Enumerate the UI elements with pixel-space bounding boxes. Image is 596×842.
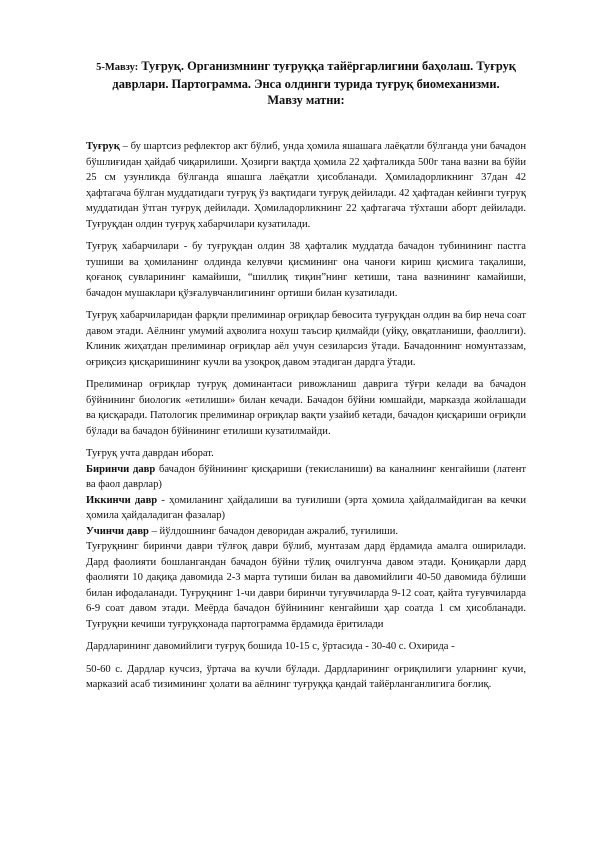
paragraph-first-period-detail: Туғруқнинг биринчи даври тўлғоқ даври бўлиб, мунтазам дард ёрдамида амалга оширилади. Дард фаолияти бошлангандан бачадон бўйни тўлиқ очилгунча давом этади. Қониқарли дард фаолияти 10 дақиқа давомида 2-3 марта тутиши билан ва давомийлиги 40-50 давомида бўлиши билан ифодаланади. Туғруқнинг 1-чи даври биринчи туғувчиларда 9-12 соат, қайта туғувчиларда 6-9 соат давом этади. Меёрда бачадон бўйнининг кенгайиши ҳар соатда 1 см ҳисобланади. Туғруқни кечиши туғруқхонада партограмма ёрдамида ёритилади	[86, 541, 526, 630]
term-third-period: Учинчи давр	[86, 525, 149, 537]
term-second-period: Иккинчи давр	[86, 494, 158, 506]
periods-intro: Туғруқ учта даврдан иборат.	[86, 448, 214, 459]
period-third-text: – йўлдошнинг бачадон деворидан ажралиб, туғилиши.	[148, 525, 399, 537]
topic-number-label: 5-Мавзу:	[96, 62, 139, 73]
paragraph-contraction-duration: Дардларининг давомийлиги туғруқ бошида 10-15 с, ўртасида - 30-40 с. Охирида -	[86, 641, 455, 652]
document-body	[86, 139, 526, 700]
period-first-text: бачадон бўйнининг қисқариши (текисланиши) ва каналнинг кенгайиши (латент ва фаол даврлар)	[86, 463, 526, 490]
period-third	[86, 524, 526, 540]
paragraph-text: – бу шартсиз рефлектор акт бўлиб, унда ҳомила яшашага лаёқатли бўлганда уни бачадон бўшлиғидан ҳайдаб чиқарилиши. Ҳозирги вақтда ҳомила 22 ҳафталикда 500г тана вазни ва бўйи 25 см узунликда бўлганда яшашга лаёқатли ҳисобланади. Ҳомиладорликнинг 37дан 42 ҳафтагача бўлган муддатидаги туғруқ ўз вақтидаги туғруқ дейилади. 42 ҳафтадан кейинги туғруқ муддатидан ўтган туғруқ дейилади. Ҳомиладорликнинг 22 ҳафтагача тўхташи аборт дейилади. Туғруқдан олдин туғруқ хабарчилари кузатилади.	[86, 141, 526, 230]
period-second	[86, 493, 526, 524]
paragraph-preliminary-pains: Туғруқ хабарчиларидан фарқли прелиминар оғриқлар бевосита туғруқдан олдин ва бир неча соат давом этади. Аёлнинг умумий аҳволига нохуш таъсир қилмайди (уйқу, овқатланиши, фаоллиги). Клиник жиҳатдан прелиминар оғриқлар аёл учун сезиларсиз ўтади. Бачадоннинг номунтаззам, оғриқсиз қисқаришининг кучли ва узоқроқ давом этадиган дардга ўтади.	[86, 310, 526, 368]
period-second-text: - ҳомиланинг ҳайдалиши ва туғилиши (эрта ҳомила ҳайдалмайдиган ва кечки ҳомила ҳайдаладиган фазалар)	[86, 494, 526, 521]
paragraph-contraction-strength: 50-60 с. Дардлар кучсиз, ўртача ва кучли бўлади. Дардларининг оғриқлилиги уларнинг кучи, марказий асаб тизимининг ҳолати ва аёлнинг туғруққа қандай тайёрланганлигига боғлиқ.	[86, 663, 526, 690]
paragraph-cervix-ripening: Прелиминар оғриқлар туғруқ доминантаси ривожланиш даврига тўғри келади ва бачадон бўйнининг биологик «етилиши» билан кечади. Бачадон бўйни юмшайди, марказда жойлашади ва қисқаради. Патологик прелиминар оғриқлар вақти узайиб кетади, бачадон қисқариши оғриқли бўлади ва бачадон бўйнининг етилиши кузатилмайди.	[86, 379, 526, 437]
topic-subtitle: Мавзу матни:	[267, 93, 345, 107]
topic-title-text: Туғруқ. Организмнинг туғруққа тайёргарлигини баҳолаш. Туғруқ даврлари. Партограмма. Энса олдинги турида туғруқ биомеханизми.	[112, 59, 516, 91]
topic-title	[86, 58, 526, 108]
period-first	[86, 462, 526, 493]
term-first-period: Биринчи давр	[86, 463, 156, 475]
term-childbirth: Туғруқ	[86, 141, 120, 152]
paragraph-harbingers: Туғруқ хабарчилари - бу туғруқдан олдин 38 ҳафталик муддатда бачадон тубинининг пастга тушиши ва ҳомиланинг олдинда келувчи қисмининг она чаноғи кириш қисмига тақалиши, қоғаноқ сувларининг камайиши, “шиллиқ тиқин”нинг кетиши, тана вазнининг камайиши, бачадон мушаклари қўзғалувчанлигининг ортиши билан кузатилади.	[86, 241, 526, 299]
paragraph-childbirth-definition	[86, 139, 526, 232]
